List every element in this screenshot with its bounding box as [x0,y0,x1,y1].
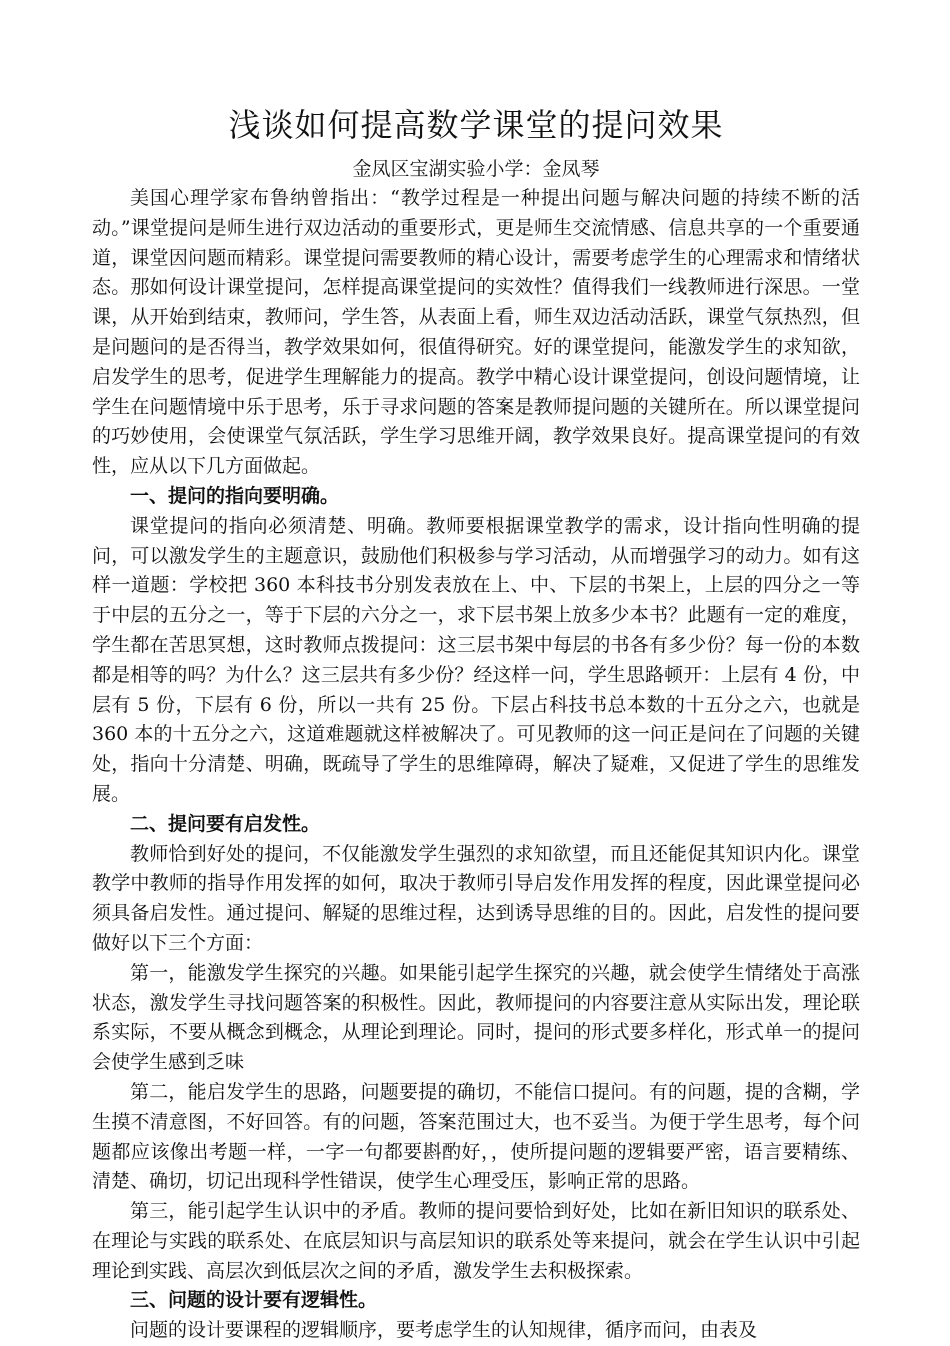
section-heading-2: 二、提问要有启发性。 [130,812,321,835]
section-2-point-3: 第三，能引起学生认识中的矛盾。教师的提问要恰到好处，比如在新旧知识的联系处、在理论与实践的联系处、在底层知识与高层知识的联系处等来提问，就会在学生认识中引起理论到实践、高层次到低层次之间的矛盾，激发学生去积极探索。 [92,1200,860,1282]
section-2-point-2: 第二，能启发学生的思路，问题要提的确切，不能信口提问。有的问题，提的含糊，学生摸不清意图，不好回答。有的问题，答案范围过大，也不妥当。为便于学生思考，每个问题都应该像出考题一样，一字一句都要斟酌好，，使所提问题的逻辑要严密，语言要精练、清楚、确切，切记出现科学性错误，使学生心理受压，影响正常的思路。 [92,1080,860,1193]
document-title: 浅谈如何提高数学课堂的提问效果 [228,106,724,144]
section-body-1: 课堂提问的指向必须清楚、明确。教师要根据课堂教学的需求，设计指向性明确的提问，可以激发学生的主题意识，鼓励他们积极参与学习活动，从而增强学习的动力。如有这样一道题：学校把 360 本科技书分别发表放在上、中、下层的书架上，上层的四分之一等于中层的五分之一，等于下层的六分之一，求下层书架上放多少本书？此题有一定的难度，学生都在苦思冥想，这时教师点拨提问：这三层书架中每层的书各有多少份？每一份的本数都是相等的吗？为什么？这三层共有多少份？经这样一问，学生思路顿开：上层有 4 份，中层有 5 份，下层有 6 份，所以一共有 25 份。下层占科技书总本数的十五分之六，也就是 360 本的十五分之六，这道难题就这样被解决了。可见教师的这一问正是问在了问题的关键处，指向十分清楚、明确，既疏导了学生的思维障碍，解决了疑难，又促进了学生的思维发展。 [92,514,860,805]
section-heading-3: 三、问题的设计要有逻辑性。 [130,1289,378,1312]
document-page [92,96,860,1346]
section-body-3: 问题的设计要课程的逻辑顺序，要考虑学生的认知规律，循序而问，由表及 [130,1319,758,1342]
section-2-point-1: 第一，能激发学生探究的兴趣。如果能引起学生探究的兴趣，就会使学生情绪处于高涨状态，激发学生寻找问题答案的积极性。因此，教师提问的内容要注意从实际出发，理论联系实际，不要从概念到概念，从理论到理论。同时，提问的形式要多样化，形式单一的提问会使学生感到乏味 [92,961,860,1074]
document-author: 金凤区宝湖实验小学：金凤琴 [352,158,600,180]
section-heading-1: 一、提问的指向要明确。 [130,484,340,507]
section-body-2: 教师恰到好处的提问，不仅能激发学生强烈的求知欲望，而且还能促其知识内化。课堂教学中教师的指导作用发挥的如何，取决于教师引导启发作用发挥的程度，因此课堂提问必须具备启发性。通过提问、解疑的思维过程，达到诱导思维的目的。因此，启发性的提问要做好以下三个方面： [92,842,860,954]
intro-paragraph: 美国心理学家布鲁纳曾指出：“教学过程是一种提出问题与解决问题的持续不断的活动。”课堂提问是师生进行双边活动的重要形式，更是师生交流情感、信息共享的一个重要通道，课堂因问题而精彩。课堂提问需要教师的精心设计，需要考虑学生的心理需求和情绪状态。那如何设计课堂提问，怎样提高课堂提问的实效性？值得我们一线教师进行深思。一堂课，从开始到结束，教师问，学生答，从表面上看，师生双边活动活跃，课堂气氛热烈，但是问题问的是否得当，教学效果如何，很值得研究。好的课堂提问，能激发学生的求知欲，启发学生的思考，促进学生理解能力的提高。教学中精心设计课堂提问，创设问题情境，让学生在问题情境中乐于思考，乐于寻求问题的答案是教师提问题的关键所在。所以课堂提问的巧妙使用，会使课堂气氛活跃，学生学习思维开阔，教学效果良好。提高课堂提问的有效性，应从以下几方面做起。 [92,187,860,478]
